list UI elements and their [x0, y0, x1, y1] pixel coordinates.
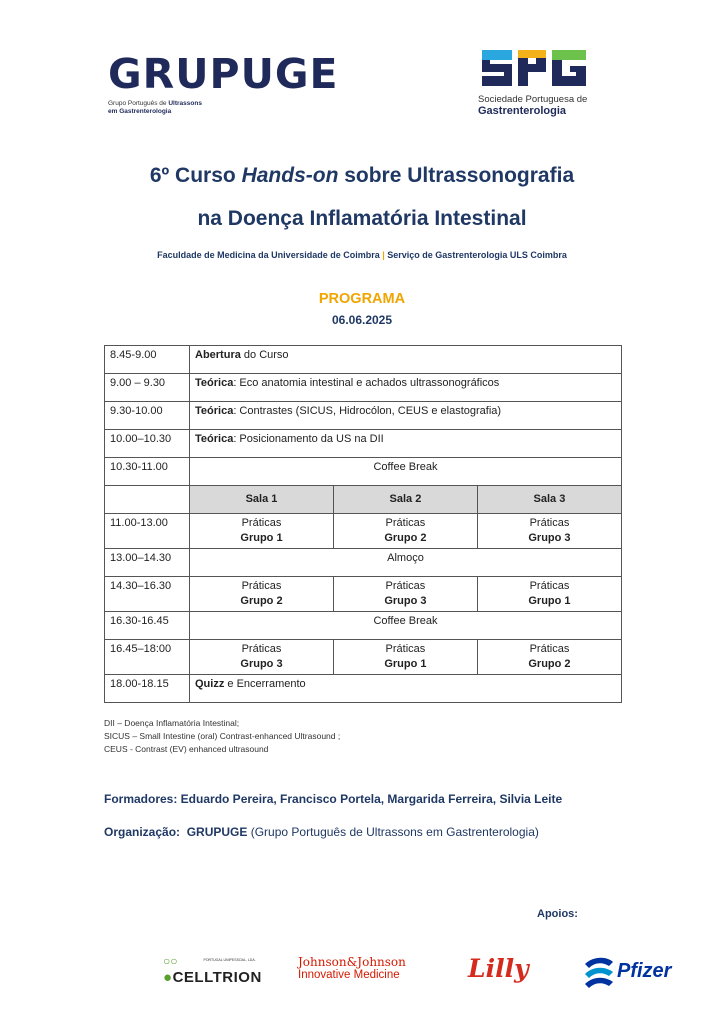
table-row: 18.00-18.15 Quizz e Encerramento: [105, 675, 622, 703]
pfizer-logo: Pfizer: [581, 954, 681, 995]
table-row-coffee-break: 10.30-11.00 Coffee Break: [105, 458, 622, 486]
abbreviation-notes: DII – Doença Inflamatória Intestinal; SICUS – Small Intestine (oral) Contrast-enhanced Ultrasound ; CEUS - Contrast (EV) enhanced ultrasound: [104, 718, 341, 754]
course-title-line2: na Doença Inflamatória Intestinal: [197, 207, 527, 230]
lilly-logo: Lilly: [468, 954, 529, 983]
schedule-table: [104, 345, 622, 703]
table-row: 8.45-9.00 Abertura do Curso: [105, 346, 622, 374]
room-header: Sala 3: [477, 486, 621, 514]
spg-logo-line2: Gastrenterologia: [478, 105, 567, 117]
table-row: 10.00–10.30 Teórica: Posicionamento da US na DII: [105, 430, 622, 458]
apoios-label: Apoios:: [537, 908, 578, 920]
course-title-line1: 6º Curso Hands-on sobre Ultrassonografia: [149, 164, 575, 187]
table-row-practice: 11.00-13.00 Práticas Grupo 1 Práticas Grupo 2 Práticas Grupo 3: [105, 514, 622, 549]
table-row-coffee-break: 16.30-16.45 Coffee Break: [105, 612, 622, 640]
table-row: 9.00 – 9.30 Teórica: Eco anatomia intestinal e achados ultrassonográficos: [105, 374, 622, 402]
grupuge-logo: [108, 52, 358, 116]
grupuge-logo-wordmark: GRUPUGE: [108, 50, 339, 98]
faculty-separator: |: [382, 250, 385, 260]
trainers-line: Formadores: Eduardo Pereira, Francisco Portela, Margarida Ferreira, Silvia Leite: [104, 792, 563, 806]
grupuge-logo-subtitle: Grupo Português de Ultrassons em Gastrenterologia: [108, 100, 202, 115]
table-header-rooms: [105, 486, 622, 514]
pfizer-helix-icon: [581, 954, 617, 990]
celltrion-logo: ○○ $^{PORTUGAL UNIPESSOAL, LDA.}$ ●CELLTRION: [163, 954, 262, 986]
programa-heading: PROGRAMA: [318, 291, 406, 307]
table-row-lunch: 13.00–14.30 Almoço: [105, 549, 622, 577]
room-header: Sala 1: [190, 486, 334, 514]
organization-line: Organização: GRUPUGE (Grupo Português de Ultrassons em Gastrenterologia): [104, 825, 539, 839]
table-row: 9.30-10.00 Teórica: Contrastes (SICUS, Hidrocólon, CEUS e elastografia): [105, 402, 622, 430]
table-row-practice: 16.45–18:00 Práticas Grupo 3 Práticas Grupo 1 Práticas Grupo 2: [105, 640, 622, 675]
jnj-logo: Johnson&Johnson Innovative Medicine: [298, 955, 406, 981]
faculty-line: Faculdade de Medicina da Universidade de Coimbra | Serviço de Gastrenterologia ULS Coimbra: [157, 250, 567, 260]
celltrion-dots-icon: ○○: [163, 954, 178, 968]
spg-logo-mark-icon: [478, 46, 590, 90]
spg-logo: [478, 46, 608, 118]
spg-logo-line1: Sociedade Portuguesa de: [478, 94, 588, 105]
room-header: Sala 2: [333, 486, 477, 514]
program-date: 06.06.2025: [331, 313, 393, 327]
table-row-practice: 14.30–16.30 Práticas Grupo 2 Práticas Grupo 3 Práticas Grupo 1: [105, 577, 622, 612]
